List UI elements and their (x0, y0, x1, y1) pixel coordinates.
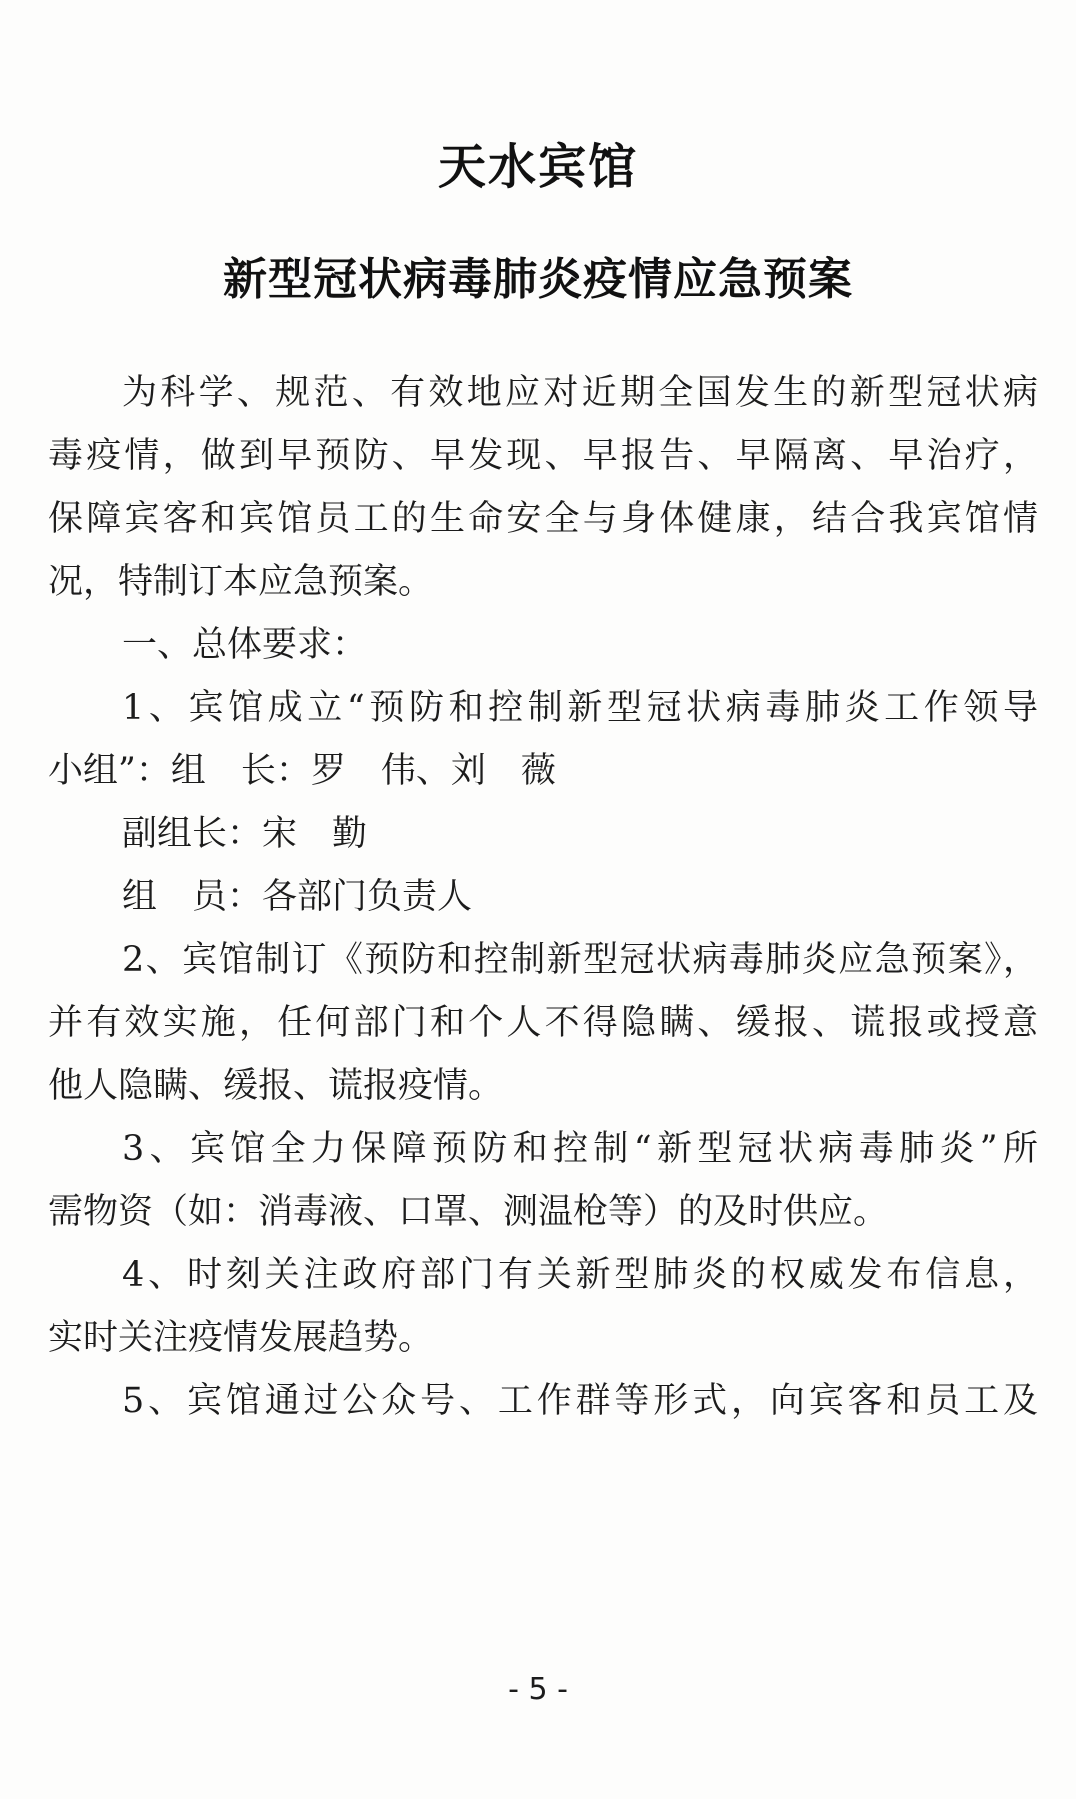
paragraph-line: 并有效实施，任何部门和个人不得隐瞒、缓报、谎报或授意 (48, 1003, 1038, 1043)
paragraph-line: 副组长：宋 勤 (122, 814, 368, 854)
paragraph-line: 组 员：各部门负责人 (122, 877, 473, 917)
paragraph-line: 毒疫情，做到早预防、早发现、早报告、早隔离、早治疗， (48, 436, 1038, 476)
paragraph-line: 为科学、规范、有效地应对近期全国发生的新型冠状病 (122, 373, 1038, 413)
page-number: - 5 - (508, 1672, 568, 1707)
paragraph-line: 保障宾客和宾馆员工的生命安全与身体健康，结合我宾馆情 (48, 499, 1038, 539)
paragraph-line: 3、宾馆全力保障预防和控制“新型冠状病毒肺炎”所 (122, 1129, 1038, 1169)
document-subtitle: 新型冠状病毒肺炎疫情应急预案 (223, 254, 853, 305)
paragraph-line: 1、宾馆成立“预防和控制新型冠状病毒肺炎工作领导 (122, 688, 1038, 728)
paragraph-line: 况，特制订本应急预案。 (48, 562, 434, 602)
paragraph-line: 实时关注疫情发展趋势。 (48, 1318, 434, 1358)
paragraph-line: 他人隐瞒、缓报、谎报疫情。 (48, 1066, 504, 1106)
document-title: 天水宾馆 (437, 139, 638, 195)
paragraph-line: 小组”：组 长：罗 伟、刘 薇 (48, 751, 556, 791)
paragraph-line: 4、时刻关注政府部门有关新型肺炎的权威发布信息， (122, 1255, 1038, 1295)
paragraph-line: 5、宾馆通过公众号、工作群等形式，向宾客和员工及 (122, 1381, 1038, 1421)
paragraph-line: 需物资（如：消毒液、口罩、测温枪等）的及时供应。 (48, 1192, 889, 1232)
section-heading: 一、总体要求： (122, 625, 368, 665)
paragraph-line: 2、宾馆制订《预防和控制新型冠状病毒肺炎应急预案》， (122, 940, 1038, 980)
